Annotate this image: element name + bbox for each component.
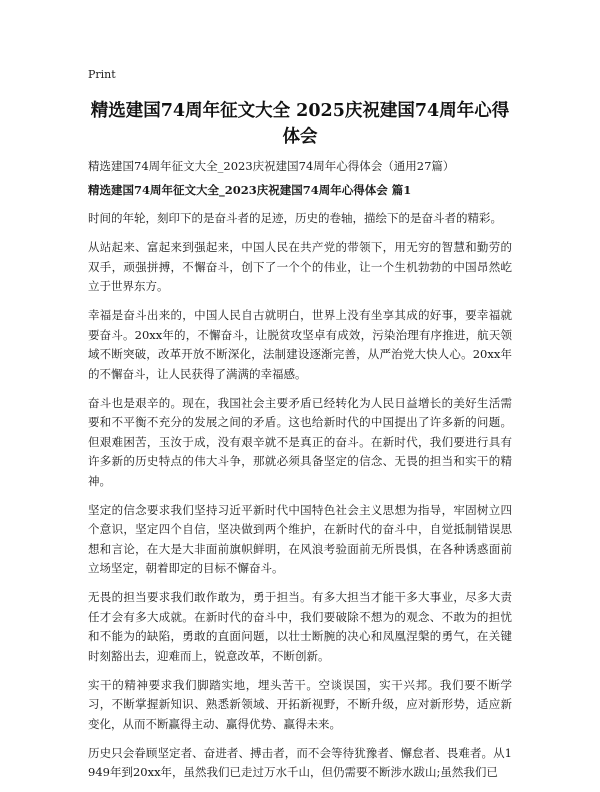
- paragraph: 历史只会眷顾坚定者、奋进者、搏击者，而不会等待犹豫者、懈怠者、畏难者。从1949年到20xx年，虽然我们已走过万水千山，但仍需要不断涉水跋山;虽然我们已: [88, 745, 512, 779]
- paragraph: 时间的年轮，刻印下的是奋斗者的足迹，历史的卷轴，描绘下的是奋斗者的精彩。: [88, 211, 502, 225]
- paragraph: 奋斗也是艰辛的。现在，我国社会主要矛盾已经转化为人民日益增长的美好生活需要和不平衡不充分的发展之间的矛盾。这也给新时代的中国提出了许多新的问题。但艰难困苦，玉汝于成，没有艰辛就不是真正的奋斗。在新时代，我们要进行具有许多新的历史特点的伟大斗争，那就必须具备坚定的信念、无畏的担当和实干的精神。: [88, 395, 512, 488]
- document-subtitle: 精选建国74周年征文大全_2023庆祝建国74周年心得体会（通用27篇）: [88, 159, 455, 173]
- paragraph: 幸福是奋斗出来的，中国人民自古就明白，世界上没有坐享其成的好事，要幸福就要奋斗。20xx年的，不懈奋斗，让脱贫攻坚卓有成效，污染治理有序推进，航天领域不断突破，改革开放不断深化，法制建设逐渐完善，从严治党大快人心。20xx年的不懈奋斗，让人民获得了满满的幸福感。: [88, 308, 512, 381]
- paragraph: 无畏的担当要求我们敢作敢为，勇于担当。有多大担当才能干多大事业，尽多大责任才会有多大成就。在新时代的奋斗中，我们要破除不想为的观念、不敢为的担忧和不能为的缺陷，勇敢的直面问题，以壮士断腕的决心和凤凰涅槃的勇气，在关键时刻豁出去，迎难而上，锐意改革，不断创新。: [88, 590, 512, 663]
- document-title: 精选建国74周年征文大全 2025庆祝建国74周年心得体会: [90, 101, 510, 147]
- body-text: [88, 209, 512, 792]
- paragraph: 坚定的信念要求我们坚持习近平新时代中国特色社会主义思想为指导，牢固树立四个意识，坚定四个自信，坚决做到两个维护，在新时代的奋斗中，自觉抵制错误思想和言论，在大是大非面前旗帜鲜明，在风浪考验面前无所畏惧，在各种诱惑面前立场坚定，朝着即定的目标不懈奋斗。: [88, 502, 512, 575]
- paragraph: 实干的精神要求我们脚踏实地，埋头苦干。空谈误国，实干兴邦。我们要不断学习，不断掌握新知识、熟悉新领域、开拓新视野，不断升级，应对新形势，适应新变化，从而不断赢得主动、赢得优势、赢得未来。: [88, 677, 512, 731]
- paragraph: 从站起来、富起来到强起来，中国人民在共产党的带领下，用无穷的智慧和勤劳的双手，顽强拼搏，不懈奋斗，创下了一个个的伟业，让一个生机勃勃的中国昂然屹立于世界东方。: [88, 240, 512, 293]
- section-heading: 精选建国74周年征文大全_2023庆祝建国74周年心得体会 篇1: [88, 183, 412, 197]
- print-label: Print: [88, 68, 116, 81]
